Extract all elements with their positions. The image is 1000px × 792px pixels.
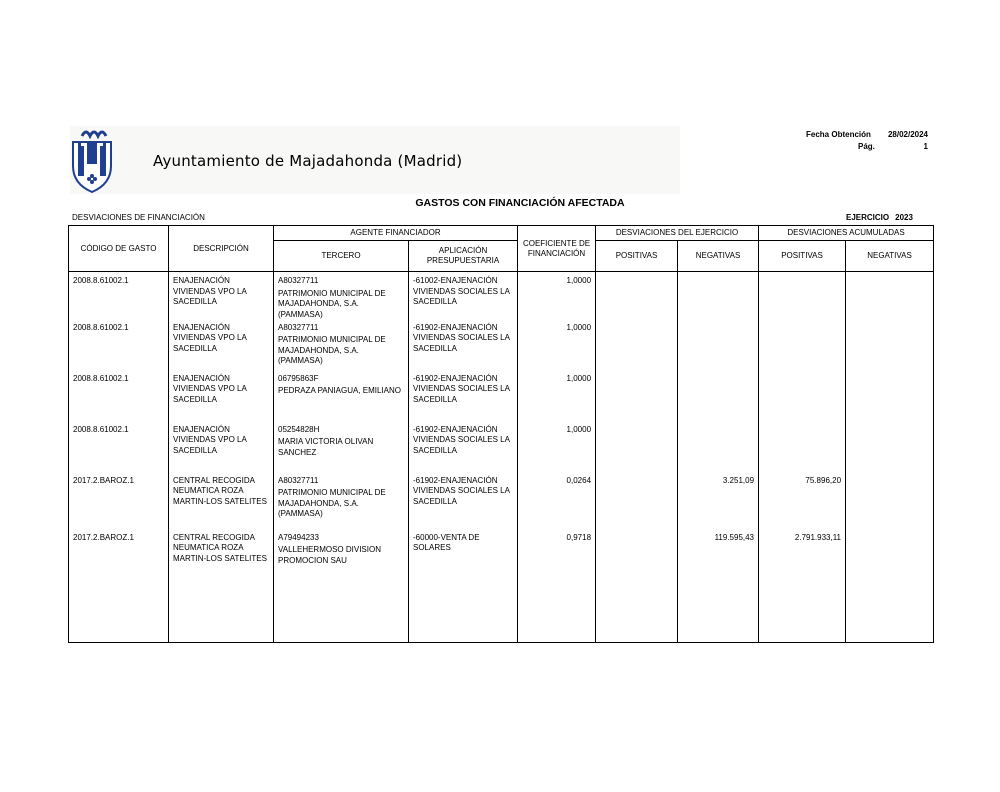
meta-values — [880, 129, 928, 153]
tercero-nif: A80327711 — [278, 322, 319, 332]
cell-codigo: 2008.8.61002.1 — [69, 425, 169, 476]
table-row — [69, 425, 934, 476]
cell-ac-positivas: 2.791.933,11 — [759, 533, 846, 643]
cell-ej-positivas — [596, 425, 678, 476]
cell-codigo: 2017.2.BAROZ.1 — [69, 476, 169, 533]
cell-ac-positivas: 75.896,20 — [759, 476, 846, 533]
header-ej-negativas: NEGATIVAS — [678, 241, 759, 272]
tercero-nombre: PATRIMONIO MUNICIPAL DE MAJADAHONDA, S.A. (PAMMASA) — [278, 488, 386, 519]
cell-ac-negativas — [846, 272, 934, 323]
report-subtitle: DESVIACIONES DE FINANCIACIÓN — [72, 213, 205, 222]
cell-descripcion: ENAJENACIÓN VIVIENDAS VPO LA SACEDILLA — [169, 323, 274, 374]
cell-ej-positivas — [596, 533, 678, 643]
cell-ej-negativas — [678, 272, 759, 323]
ejercicio-label: EJERCICIO — [846, 213, 890, 222]
cell-ac-negativas — [846, 374, 934, 425]
cell-coeficiente: 1,0000 — [518, 272, 596, 323]
cell-coeficiente: 1,0000 — [518, 374, 596, 425]
cell-descripcion: ENAJENACIÓN VIVIENDAS VPO LA SACEDILLA — [169, 272, 274, 323]
table-row — [69, 323, 934, 374]
tercero-nombre: MARIA VICTORIA OLIVAN SANCHEZ — [278, 437, 374, 457]
table-row — [69, 533, 934, 643]
organization-name: Ayuntamiento de Majadahonda (Madrid) — [153, 152, 463, 170]
table-row — [69, 272, 934, 323]
meta-labels — [806, 129, 875, 153]
cell-ej-negativas: 3.251,09 — [678, 476, 759, 533]
cell-ej-positivas — [596, 374, 678, 425]
cell-descripcion: CENTRAL RECOGIDA NEUMATICA ROZA MARTIN-LOS SATELITES — [169, 533, 274, 643]
cell-aplicacion: -61902-ENAJENACIÓN VIVIENDAS SOCIALES LA SACEDILLA — [409, 374, 518, 425]
cell-coeficiente: 0,0264 — [518, 476, 596, 533]
tercero-nombre: PATRIMONIO MUNICIPAL DE MAJADAHONDA, S.A. (PAMMASA) — [278, 335, 386, 366]
cell-aplicacion: -61902-ENAJENACIÓN VIVIENDAS SOCIALES LA SACEDILLA — [409, 476, 518, 533]
cell-codigo: 2008.8.61002.1 — [69, 323, 169, 374]
cell-ac-positivas — [759, 323, 846, 374]
header-codigo: CÓDIGO DE GASTO — [69, 226, 169, 272]
cell-coeficiente: 1,0000 — [518, 425, 596, 476]
cell-descripcion: CENTRAL RECOGIDA NEUMATICA ROZA MARTIN-LOS SATELITES — [169, 476, 274, 533]
cell-codigo: 2017.2.BAROZ.1 — [69, 533, 169, 643]
cell-ej-positivas — [596, 323, 678, 374]
fecha-label: Fecha Obtención — [806, 130, 871, 139]
fecha-value: 28/02/2024 — [887, 130, 928, 139]
cell-coeficiente: 1,0000 — [518, 323, 596, 374]
cell-descripcion: ENAJENACIÓN VIVIENDAS VPO LA SACEDILLA — [169, 374, 274, 425]
tercero-nif: A79494233 — [278, 532, 319, 542]
header-desv-ejercicio: DESVIACIONES DEL EJERCICIO — [596, 226, 759, 241]
header-ac-positivas: POSITIVAS — [759, 241, 846, 272]
cell-aplicacion: -61902-ENAJENACIÓN VIVIENDAS SOCIALES LA SACEDILLA — [409, 323, 518, 374]
cell-aplicacion: -61002-ENAJENACIÓN VIVIENDAS SOCIALES LA SACEDILLA — [409, 272, 518, 323]
cell-tercero — [274, 374, 409, 425]
cell-coeficiente: 0,9718 — [518, 533, 596, 643]
cell-ac-positivas — [759, 425, 846, 476]
cell-ej-negativas — [678, 425, 759, 476]
table-row — [69, 476, 934, 533]
header-desv-acumuladas: DESVIACIONES ACUMULADAS — [759, 226, 934, 241]
header-aplicacion: APLICACIÓN PRESUPUESTARIA — [409, 241, 518, 272]
cell-tercero — [274, 272, 409, 323]
tercero-nombre: PATRIMONIO MUNICIPAL DE MAJADAHONDA, S.A. (PAMMASA) — [278, 288, 386, 319]
header-coeficiente: COEFICIENTE DE FINANCIACIÓN — [518, 226, 596, 272]
cell-codigo: 2008.8.61002.1 — [69, 374, 169, 425]
table-row — [69, 374, 934, 425]
tercero-nombre: PEDRAZA PANIAGUA, EMILIANO — [278, 386, 401, 396]
municipal-crest-icon — [70, 126, 114, 194]
cell-tercero — [274, 425, 409, 476]
pag-value: 1 — [923, 142, 928, 151]
report-title: GASTOS CON FINANCIACIÓN AFECTADA — [415, 197, 625, 209]
financing-table — [68, 225, 934, 643]
ejercicio — [846, 213, 913, 222]
cell-tercero — [274, 533, 409, 643]
cell-ac-positivas — [759, 374, 846, 425]
cell-tercero — [274, 476, 409, 533]
tercero-nombre: VALLEHERMOSO DIVISION PROMOCION SAU — [278, 545, 381, 565]
tercero-nif: A80327711 — [278, 475, 319, 485]
cell-ej-positivas — [596, 476, 678, 533]
tercero-nif: A80327711 — [278, 276, 319, 285]
header-ej-positivas: POSITIVAS — [596, 241, 678, 272]
cell-ej-negativas: 119.595,43 — [678, 533, 759, 643]
cell-ac-negativas — [846, 533, 934, 643]
ejercicio-value: 2023 — [895, 213, 913, 222]
cell-aplicacion: -61902-ENAJENACIÓN VIVIENDAS SOCIALES LA SACEDILLA — [409, 425, 518, 476]
tercero-nif: 05254828H — [278, 424, 320, 434]
cell-ej-negativas — [678, 323, 759, 374]
cell-aplicacion: -60000-VENTA DE SOLARES — [409, 533, 518, 643]
cell-ac-positivas — [759, 272, 846, 323]
header-ac-negativas: NEGATIVAS — [846, 241, 934, 272]
cell-ej-positivas — [596, 272, 678, 323]
header-agente: AGENTE FINANCIADOR — [274, 226, 518, 241]
cell-descripcion: ENAJENACIÓN VIVIENDAS VPO LA SACEDILLA — [169, 425, 274, 476]
cell-ac-negativas — [846, 323, 934, 374]
pag-label: Pág. — [858, 142, 875, 151]
cell-ac-negativas — [846, 476, 934, 533]
tercero-nif: 06795863F — [278, 373, 319, 383]
header-descripcion: DESCRIPCIÓN — [169, 226, 274, 272]
cell-tercero — [274, 323, 409, 374]
header-tercero: TERCERO — [274, 241, 409, 272]
cell-ej-negativas — [678, 374, 759, 425]
cell-codigo: 2008.8.61002.1 — [69, 272, 169, 323]
cell-ac-negativas — [846, 425, 934, 476]
